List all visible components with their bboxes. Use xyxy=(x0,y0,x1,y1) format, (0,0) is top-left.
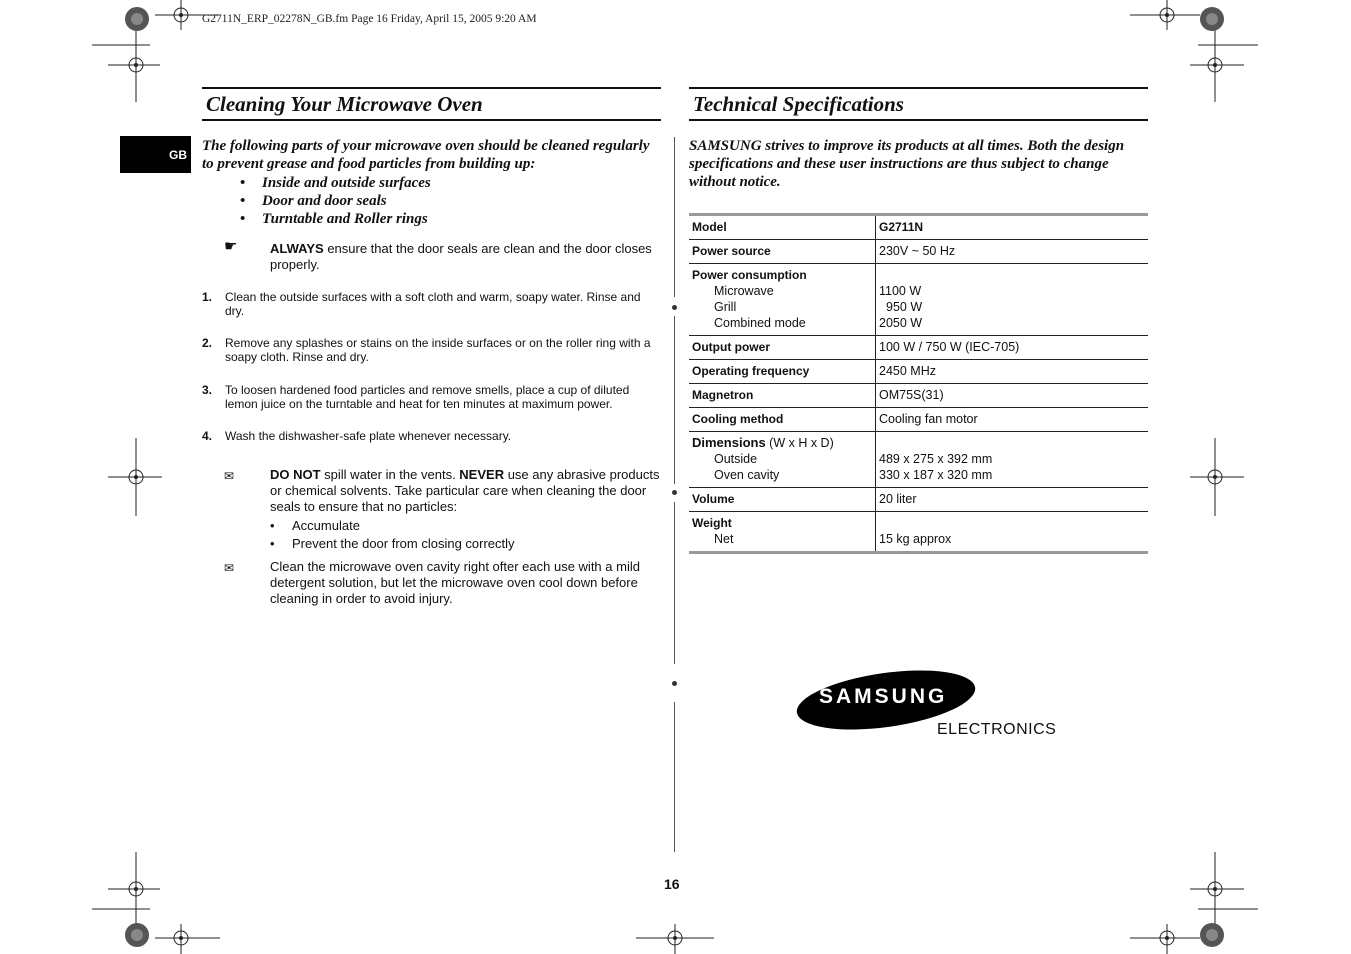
divider-dot xyxy=(672,305,677,310)
spec-value: 20 liter xyxy=(876,488,1149,512)
list-item: • Inside and outside surfaces xyxy=(240,174,662,192)
cleaning-parts-list xyxy=(240,174,662,228)
spec-key: Output power xyxy=(689,336,876,360)
file-info: G2711N_ERP_02278N_GB.fm Page 16 Friday, April 15, 2005 9:20 AM xyxy=(202,13,537,25)
language-tab: GB xyxy=(120,136,191,173)
spec-value: 100 W / 750 W (IEC-705) xyxy=(876,336,1149,360)
spec-value: 1100 W 950 W 2050 W xyxy=(876,264,1149,336)
always-note xyxy=(224,238,660,273)
divider-dot xyxy=(672,490,677,495)
step-4 xyxy=(202,429,662,443)
spec-table xyxy=(689,216,1148,551)
step-text: Clean the outside surfaces with a soft cloth and warm, soapy water. Rinse and dry. xyxy=(225,290,641,318)
step-text: To loosen hardened food particles and remove smells, place a cup of diluted lemon juice on the turntable and heat for ten minutes at maximum power. xyxy=(225,383,630,411)
column-divider xyxy=(674,316,675,484)
step-text: Wash the dishwasher-safe plate whenever necessary. xyxy=(225,429,512,443)
warning-note xyxy=(224,467,660,553)
table-row xyxy=(689,408,1148,432)
list-item: • Door and door seals xyxy=(240,192,662,210)
spec-key: Model xyxy=(689,216,876,240)
step-text: Remove any splashes or stains on the inside surfaces or on the roller ring with a soapy cloth. Rinse and dry. xyxy=(225,336,651,364)
clean-note xyxy=(224,559,660,607)
always-label: ALWAYS xyxy=(270,241,324,256)
cleaning-intro-text: The following parts of your microwave oven should be cleaned regularly to prevent grease and food particles from building up: xyxy=(202,138,650,172)
clean-note-text: Clean the microwave oven cavity right ofter each use with a mild detergent solution, but let the microwave oven cool down before cleaning in order to avoid injury. xyxy=(270,559,640,606)
cleaning-intro xyxy=(202,137,662,228)
spec-value: 2450 MHz xyxy=(876,360,1149,384)
do-not-label: DO NOT xyxy=(270,467,321,482)
spec-value: OM75S(31) xyxy=(876,384,1149,408)
warning-text-2: use any abrasive products or chemical solvents. Take particular care when cleaning the door seals to ensure that no particles: xyxy=(270,467,660,514)
specs-intro: SAMSUNG strives to improve its products at all times. Both the design specifications and these user instructions are thus subject to change without notice. xyxy=(689,138,1125,190)
spec-value: 15 kg approx xyxy=(879,532,952,546)
always-text: ensure that the door seals are clean and the door closes properly. xyxy=(270,241,652,272)
spec-key: Dimensions (W x H x D) Outside Oven cavity xyxy=(689,432,876,488)
samsung-logo xyxy=(795,668,1057,743)
table-row xyxy=(689,216,1148,240)
step-number: 4. xyxy=(202,429,213,443)
spec-key: Power consumption Microwave Grill Combined mode xyxy=(689,264,876,336)
table-row xyxy=(689,240,1148,264)
spec-value: 489 x 275 x 392 mm 330 x 187 x 320 mm xyxy=(876,432,1149,488)
warning-text-1: spill water in the vents. xyxy=(320,467,460,482)
list-item: • Accumulate xyxy=(270,517,660,535)
logo-sub: ELECTRONICS xyxy=(937,721,1057,738)
spec-value: 230V ~ 50 Hz xyxy=(876,240,1149,264)
table-row xyxy=(689,336,1148,360)
spec-value: G2711N xyxy=(876,216,1149,240)
specs-title: Technical Specifications xyxy=(689,87,1148,121)
column-divider xyxy=(674,502,675,664)
list-item: • Turntable and Roller rings xyxy=(240,210,662,228)
table-row xyxy=(689,488,1148,512)
list-item: • Prevent the door from closing correctly xyxy=(270,535,660,553)
spec-key: Weight Net xyxy=(689,512,876,552)
spec-key: Volume xyxy=(689,488,876,512)
column-divider xyxy=(674,137,675,297)
cleaning-steps xyxy=(202,290,662,450)
spec-value: Cooling fan motor xyxy=(876,408,1149,432)
logo-brand: SAMSUNG xyxy=(819,685,948,708)
table-row xyxy=(689,360,1148,384)
step-number: 2. xyxy=(202,336,213,350)
spec-key: Power source xyxy=(689,240,876,264)
table-row xyxy=(689,384,1148,408)
envelope-note-icon: ✉ xyxy=(224,561,235,575)
cleaning-title: Cleaning Your Microwave Oven xyxy=(202,87,661,121)
spec-key: Cooling method xyxy=(689,408,876,432)
step-number: 3. xyxy=(202,383,213,397)
envelope-note-icon: ✉ xyxy=(224,469,235,483)
warning-list xyxy=(270,517,660,553)
step-2 xyxy=(202,336,662,364)
hand-pointer-icon: ☛ xyxy=(224,238,238,255)
step-1 xyxy=(202,290,662,318)
table-row xyxy=(689,432,1148,488)
step-3 xyxy=(202,383,662,411)
table-row xyxy=(689,512,1148,552)
table-row xyxy=(689,264,1148,336)
step-number: 1. xyxy=(202,290,213,304)
column-divider xyxy=(674,702,675,852)
divider-dot xyxy=(672,681,677,686)
spec-key: Magnetron xyxy=(689,384,876,408)
page-number: 16 xyxy=(664,876,680,892)
never-label: NEVER xyxy=(459,467,505,482)
spec-table-wrap xyxy=(689,213,1148,554)
spec-key: Operating frequency xyxy=(689,360,876,384)
